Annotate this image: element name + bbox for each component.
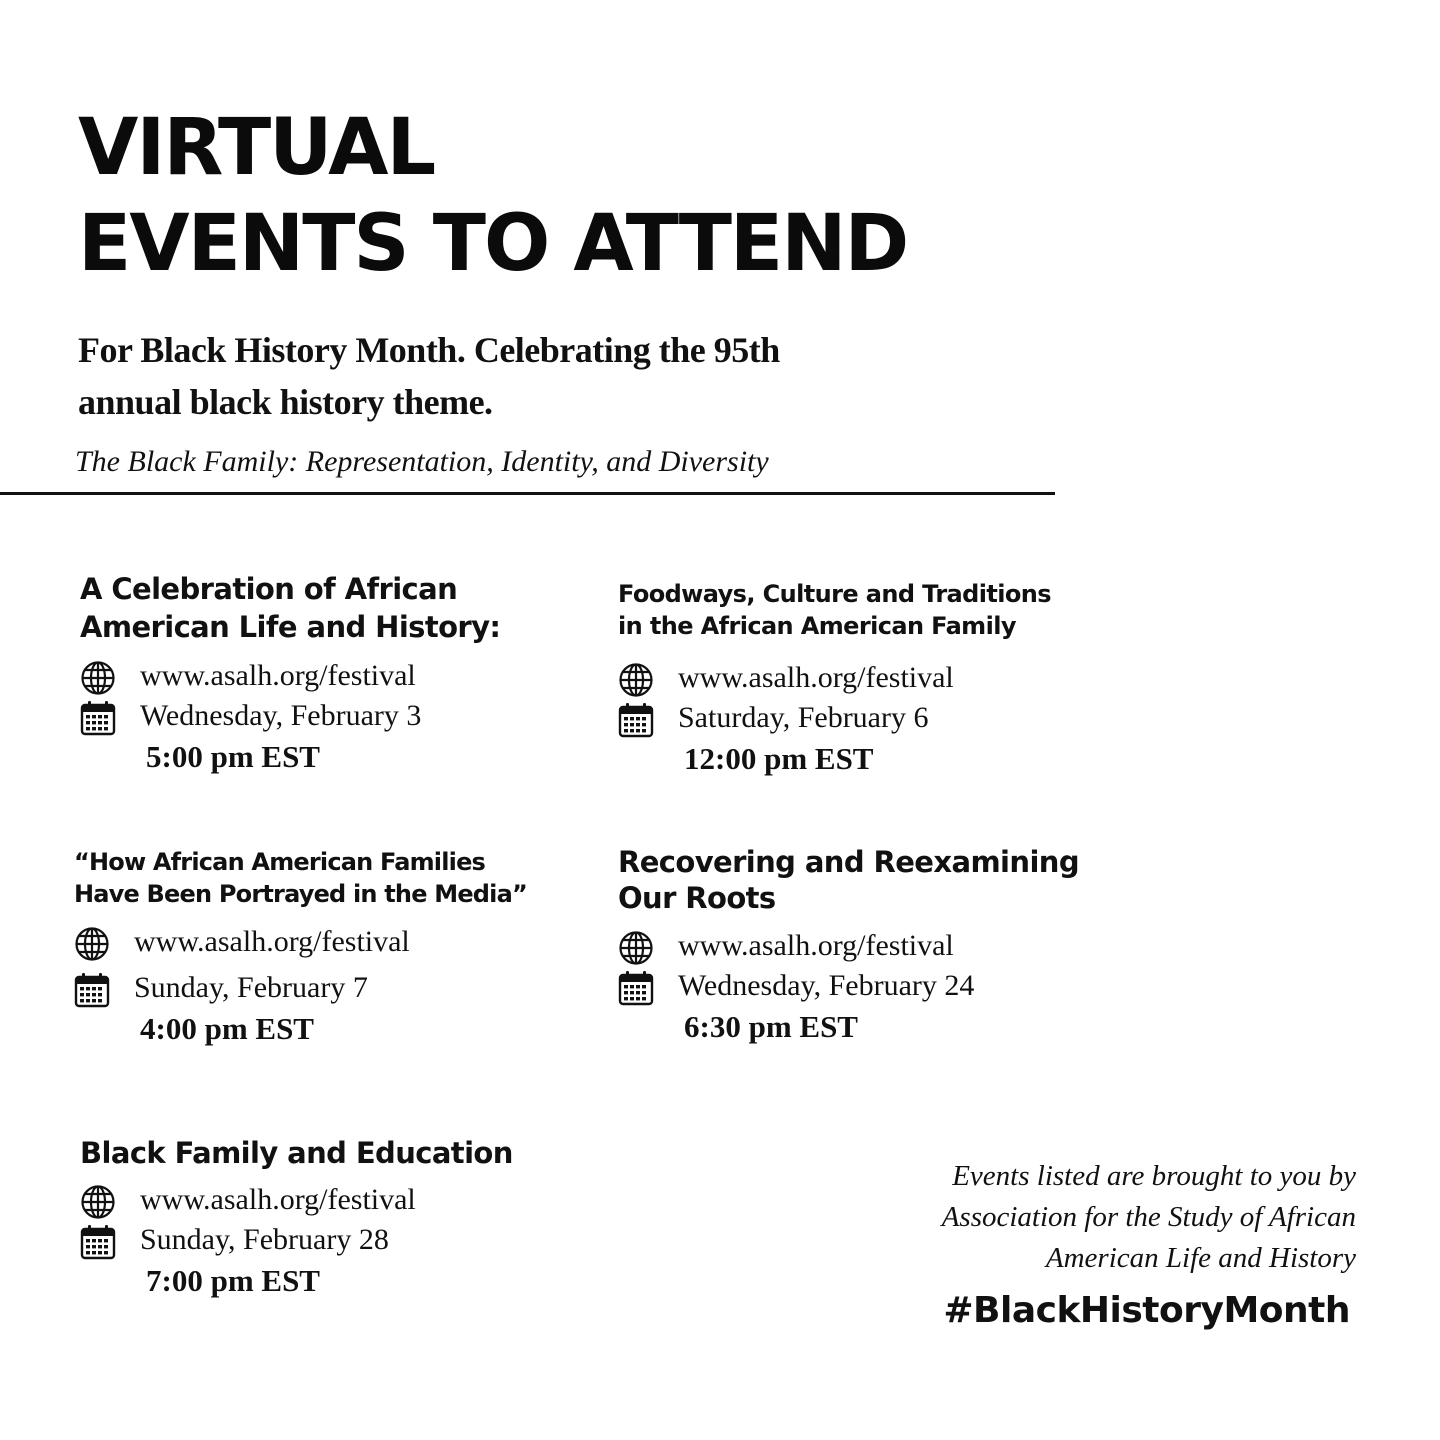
event-date-row <box>618 698 1051 738</box>
page-title <box>78 100 907 292</box>
event-time: 5:00 pm EST <box>146 739 320 774</box>
event-time: 12:00 pm EST <box>684 741 874 776</box>
calendar-icon <box>74 972 110 1008</box>
calendar-icon <box>80 700 116 736</box>
event-date: Wednesday, February 3 <box>140 699 422 732</box>
globe-icon <box>618 930 654 966</box>
event-date-row <box>74 968 527 1008</box>
calendar-icon <box>80 1224 116 1260</box>
globe-icon <box>80 660 116 696</box>
event-date-row <box>618 966 1079 1006</box>
globe-icon <box>618 662 654 698</box>
globe-icon <box>80 1184 116 1220</box>
hashtag: #BlackHistoryMonth <box>943 1290 1350 1331</box>
calendar-icon <box>618 702 654 738</box>
event-title: Recovering and Reexamining Our Roots <box>618 845 1079 915</box>
event-card <box>618 844 1079 1048</box>
event-time: 6:30 pm EST <box>684 1009 858 1044</box>
event-website[interactable]: www.asalh.org/festival <box>134 925 410 958</box>
event-date-row <box>80 696 500 736</box>
globe-icon <box>74 926 110 962</box>
event-date: Sunday, February 7 <box>134 971 368 1004</box>
event-website-row[interactable] <box>618 658 1051 698</box>
theme-line: The Black Family: Representation, Identity, and Diversity <box>75 445 769 478</box>
event-title: Black Family and Education <box>80 1136 513 1170</box>
calendar-icon <box>618 970 654 1006</box>
event-time: 7:00 pm EST <box>146 1263 320 1298</box>
credit-note: Events listed are brought to you by Association for the Study of African American Life and History <box>941 1160 1356 1274</box>
event-title: “How African American Families Have Been Portrayed in the Media” <box>74 848 527 908</box>
title-line-1: VIRTUAL <box>78 103 435 193</box>
event-card <box>80 570 500 778</box>
event-website[interactable]: www.asalh.org/festival <box>140 1183 416 1216</box>
event-title: Foodways, Culture and Traditions in the African American Family <box>618 580 1051 640</box>
event-website-row[interactable] <box>74 922 527 962</box>
event-website[interactable]: www.asalh.org/festival <box>678 929 954 962</box>
event-date: Saturday, February 6 <box>678 701 929 734</box>
title-line-2: EVENTS TO ATTEND <box>78 199 908 289</box>
event-date: Sunday, February 28 <box>140 1223 389 1256</box>
divider <box>0 492 1055 495</box>
event-website[interactable]: www.asalh.org/festival <box>140 659 416 692</box>
event-title: A Celebration of African American Life and History: <box>80 572 501 644</box>
event-card <box>80 1134 513 1302</box>
event-date: Wednesday, February 24 <box>678 969 975 1002</box>
event-card <box>74 846 527 1050</box>
event-time: 4:00 pm EST <box>140 1011 314 1046</box>
event-website-row[interactable] <box>618 926 1079 966</box>
event-website-row[interactable] <box>80 656 500 696</box>
subtitle: For Black History Month. Celebrating the 95th annual black history theme. <box>78 330 780 422</box>
event-website-row[interactable] <box>80 1180 513 1220</box>
event-website[interactable]: www.asalh.org/festival <box>678 661 954 694</box>
event-date-row <box>80 1220 513 1260</box>
event-card <box>618 578 1051 780</box>
